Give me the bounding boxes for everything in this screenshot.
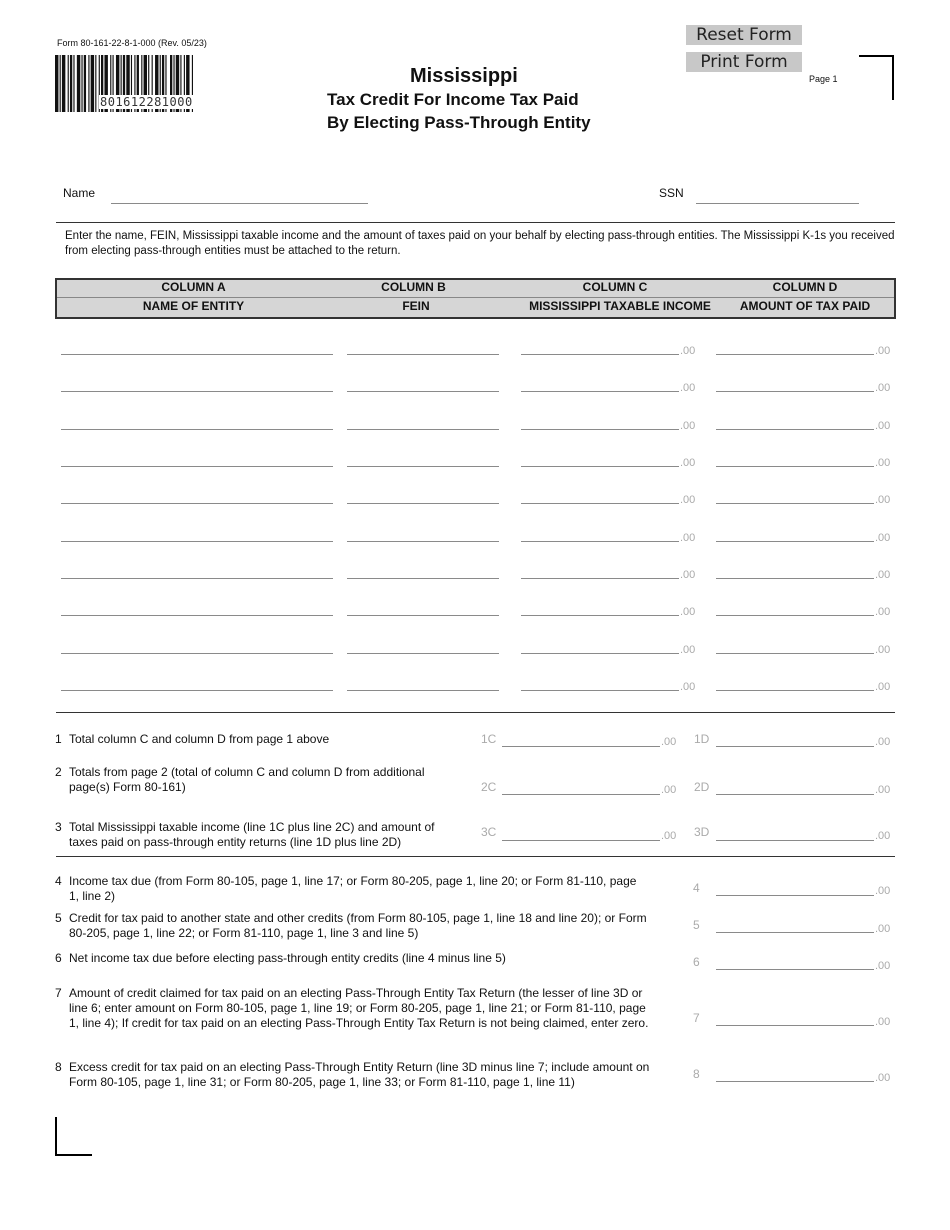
line-6-cents: .00	[875, 960, 891, 972]
entity-fein-underline	[347, 391, 499, 392]
barcode-bar	[60, 55, 61, 112]
entity-income-cents: .00	[680, 644, 696, 656]
col-b-bottom: FEIN	[402, 299, 430, 313]
entity-name-input[interactable]	[61, 450, 333, 465]
entity-tax-underline	[716, 354, 874, 355]
ssn-input[interactable]	[696, 186, 859, 202]
entity-income-underline	[521, 354, 679, 355]
entity-income-cents: .00	[680, 681, 696, 693]
entity-income-underline	[521, 615, 679, 616]
entity-tax-underline	[716, 503, 874, 504]
entity-fein-underline	[347, 690, 499, 691]
entity-fein-input[interactable]	[347, 599, 499, 614]
entity-income-input[interactable]	[521, 599, 679, 614]
entity-fein-underline	[347, 615, 499, 616]
line-6-underline	[716, 969, 874, 970]
entity-fein-input[interactable]	[347, 674, 499, 689]
entity-income-underline	[521, 541, 679, 542]
barcode-bar	[70, 55, 72, 112]
entity-fein-underline	[347, 578, 499, 579]
title-line1: Tax Credit For Income Tax Paid	[327, 90, 579, 109]
line-1c-input[interactable]	[502, 730, 660, 745]
line-3d-tag: 3D	[694, 825, 710, 839]
entity-fein-input[interactable]	[347, 562, 499, 577]
line-3c-input[interactable]	[502, 824, 660, 839]
line-2-number: 2	[55, 765, 62, 779]
line-7-underline	[716, 1025, 874, 1026]
line-8-number: 8	[55, 1060, 62, 1074]
entity-tax-cents: .00	[875, 494, 891, 506]
barcode-bar	[73, 55, 74, 112]
entity-fein-input[interactable]	[347, 525, 499, 540]
line-4-text: Income tax due (from Form 80-105, page 1, line 17; or Form 80-205, page 1, line 20; or Form 81-110, page 1, line 2)	[69, 874, 637, 903]
page-label: Page 1	[809, 74, 838, 84]
title-line2: By Electing Pass-Through Entity	[327, 113, 591, 132]
line-8-input[interactable]	[716, 1065, 874, 1080]
corner-mark-bottom-left	[55, 1117, 92, 1156]
entity-income-input[interactable]	[521, 450, 679, 465]
entity-income-underline	[521, 653, 679, 654]
entity-name-input[interactable]	[61, 562, 333, 577]
line-5-underline	[716, 932, 874, 933]
entity-name-underline	[61, 429, 333, 430]
line-8-underline	[716, 1081, 874, 1082]
ssn-underline	[696, 203, 859, 204]
entity-name-underline	[61, 503, 333, 504]
entity-fein-underline	[347, 354, 499, 355]
reset-form-button[interactable]: Reset Form	[686, 25, 802, 45]
instructions: Enter the name, FEIN, Mississippi taxable income and the amount of taxes paid on your behalf by electing pass-through entities. The Mississippi K-1s you received from electing pass-through entities must be attached to the return.	[65, 230, 895, 257]
entity-income-underline	[521, 391, 679, 392]
line-7-tag: 7	[693, 1011, 700, 1025]
entity-name-input[interactable]	[61, 599, 333, 614]
line-3d-underline	[716, 840, 874, 841]
line-2c-tag: 2C	[481, 780, 497, 794]
entity-tax-cents: .00	[875, 681, 891, 693]
line-8-text: Excess credit for tax paid on an electing Pass-Through Entity Return (line 3D minus line 7; include amount on Form 80-105, page 1, line 31; or Form 80-205, page 1, line 33; or Form 81-110, page 1, line 11)	[69, 1060, 650, 1089]
divider-totals-end	[56, 856, 895, 857]
divider-rows-end	[56, 712, 895, 713]
entity-tax-underline	[716, 391, 874, 392]
entity-income-underline	[521, 503, 679, 504]
entity-income-input[interactable]	[521, 674, 679, 689]
entity-tax-underline	[716, 615, 874, 616]
line-1d-underline	[716, 746, 874, 747]
col-c-bottom: MISSISSIPPI TAXABLE INCOME	[529, 299, 711, 313]
entity-fein-underline	[347, 466, 499, 467]
entity-income-input[interactable]	[521, 487, 679, 502]
entity-tax-underline	[716, 578, 874, 579]
entity-tax-input[interactable]	[716, 375, 874, 390]
line-1d-tag: 1D	[694, 732, 710, 746]
line-3d-cents: .00	[875, 830, 891, 842]
entity-name-underline	[61, 690, 333, 691]
entity-tax-cents: .00	[875, 569, 891, 581]
entity-name-underline	[61, 541, 333, 542]
entity-income-input[interactable]	[521, 338, 679, 353]
entity-name-input[interactable]	[61, 674, 333, 689]
entity-name-underline	[61, 466, 333, 467]
entity-name-input[interactable]	[61, 338, 333, 353]
ssn-label: SSN	[659, 186, 684, 200]
line-2d-input[interactable]	[716, 778, 874, 793]
entity-income-input[interactable]	[521, 413, 679, 428]
line-2c-cents: .00	[661, 784, 677, 796]
entity-income-underline	[521, 690, 679, 691]
entity-tax-input[interactable]	[716, 338, 874, 353]
barcode-bar	[81, 55, 82, 112]
entity-income-input[interactable]	[521, 637, 679, 652]
line-3-text: Total Mississippi taxable income (line 1C plus line 2C) and amount of taxes paid on pass-through entity returns (line 1D plus line 2D)	[69, 820, 435, 849]
line-2d-underline	[716, 794, 874, 795]
barcode	[55, 55, 255, 112]
entity-income-underline	[521, 578, 679, 579]
line-6-input[interactable]	[716, 953, 874, 968]
entity-tax-input[interactable]	[716, 525, 874, 540]
entity-tax-underline	[716, 690, 874, 691]
col-a-bottom: NAME OF ENTITY	[142, 299, 245, 313]
line-7-number: 7	[55, 986, 62, 1000]
line-3d-input[interactable]	[716, 824, 874, 839]
entity-tax-cents: .00	[875, 606, 891, 618]
line-2-text: Totals from page 2 (total of column C and column D from additional page(s) Form 80-161)	[69, 765, 425, 794]
line-5-input[interactable]	[716, 916, 874, 931]
line-1c-tag: 1C	[481, 732, 497, 746]
line-3c-underline	[502, 840, 660, 841]
entity-tax-cents: .00	[875, 382, 891, 394]
entity-fein-input[interactable]	[347, 413, 499, 428]
entity-income-cents: .00	[680, 420, 696, 432]
entity-tax-cents: .00	[875, 457, 891, 469]
line-4-number: 4	[55, 874, 62, 888]
barcode-bar	[62, 55, 65, 112]
entity-fein-input[interactable]	[347, 450, 499, 465]
line-8-tag: 8	[693, 1067, 700, 1081]
entity-name-underline	[61, 354, 333, 355]
line-2d-cents: .00	[875, 784, 891, 796]
entity-tax-input[interactable]	[716, 413, 874, 428]
entity-income-cents: .00	[680, 569, 696, 581]
line-5-text: Credit for tax paid to another state and other credits (from Form 80-105, page 1, line 18 and line 20); or Form 80-205, page 1, line 22; or Form 81-110, page 1, line 3 and line 5)	[69, 911, 647, 940]
line-1-text: Total column C and column D from page 1 above	[69, 732, 330, 746]
entity-tax-input[interactable]	[716, 487, 874, 502]
entity-name-underline	[61, 615, 333, 616]
barcode-bar	[95, 55, 96, 112]
line-2d-tag: 2D	[694, 780, 710, 794]
title-state: Mississippi	[410, 65, 518, 87]
name-label: Name	[63, 186, 96, 200]
line-3-number: 3	[55, 820, 62, 834]
entity-fein-underline	[347, 653, 499, 654]
barcode-bar	[55, 55, 58, 112]
entity-income-cents: .00	[680, 532, 696, 544]
line-5-cents: .00	[875, 923, 891, 935]
entity-tax-input[interactable]	[716, 637, 874, 652]
entity-income-cents: .00	[680, 345, 696, 357]
entity-tax-underline	[716, 541, 874, 542]
barcode-bar	[91, 55, 94, 112]
line-4-cents: .00	[875, 885, 891, 897]
line-7-cents: .00	[875, 1016, 891, 1028]
line-1-number: 1	[55, 732, 62, 746]
entity-tax-input[interactable]	[716, 562, 874, 577]
entity-fein-underline	[347, 503, 499, 504]
line-5-number: 5	[55, 911, 62, 925]
entity-fein-underline	[347, 541, 499, 542]
col-b-top: COLUMN B	[381, 280, 446, 294]
entity-income-cents: .00	[680, 494, 696, 506]
print-form-button[interactable]: Print Form	[686, 52, 802, 72]
entity-income-underline	[521, 466, 679, 467]
line-1d-input[interactable]	[716, 730, 874, 745]
line-7-input[interactable]	[716, 1009, 874, 1024]
line-6-tag: 6	[693, 955, 700, 969]
line-4-tag: 4	[693, 881, 700, 895]
col-c-top: COLUMN C	[582, 280, 648, 294]
entity-fein-input[interactable]	[347, 637, 499, 652]
entity-tax-input[interactable]	[716, 599, 874, 614]
line-1d-cents: .00	[875, 736, 891, 748]
line-2c-underline	[502, 794, 660, 795]
entity-fein-input[interactable]	[347, 338, 499, 353]
entity-name-input[interactable]	[61, 375, 333, 390]
entity-name-underline	[61, 578, 333, 579]
name-underline	[111, 203, 368, 204]
line-8-cents: .00	[875, 1072, 891, 1084]
entity-tax-input[interactable]	[716, 450, 874, 465]
line-3c-cents: .00	[661, 830, 677, 842]
line-4-input[interactable]	[716, 879, 874, 894]
entity-tax-underline	[716, 466, 874, 467]
line-1c-cents: .00	[661, 736, 677, 748]
entity-fein-input[interactable]	[347, 375, 499, 390]
divider-top	[56, 222, 895, 223]
entity-tax-cents: .00	[875, 345, 891, 357]
entity-income-input[interactable]	[521, 562, 679, 577]
entity-name-underline	[61, 391, 333, 392]
line-3c-tag: 3C	[481, 825, 497, 839]
barcode-bar	[68, 55, 69, 112]
barcode-bar	[88, 55, 89, 112]
corner-mark-top-right	[859, 55, 894, 100]
entity-income-cents: .00	[680, 382, 696, 394]
entity-name-input[interactable]	[61, 413, 333, 428]
entity-income-underline	[521, 429, 679, 430]
line-1c-underline	[502, 746, 660, 747]
entity-fein-input[interactable]	[347, 487, 499, 502]
entity-income-cents: .00	[680, 606, 696, 618]
col-d-bottom: AMOUNT OF TAX PAID	[739, 299, 871, 313]
entity-fein-underline	[347, 429, 499, 430]
entity-tax-underline	[716, 429, 874, 430]
col-d-top: COLUMN D	[772, 280, 838, 294]
line-4-underline	[716, 895, 874, 896]
entity-income-cents: .00	[680, 457, 696, 469]
name-input[interactable]	[111, 186, 368, 202]
entity-income-input[interactable]	[521, 375, 679, 390]
entity-name-input[interactable]	[61, 637, 333, 652]
barcode-bar	[77, 55, 80, 112]
entity-tax-underline	[716, 653, 874, 654]
col-a-top: COLUMN A	[161, 280, 226, 294]
form-number: Form 80-161-22-8-1-000 (Rev. 05/23)	[57, 38, 207, 48]
barcode-bar	[84, 55, 86, 112]
barcode-digits: 801612281000	[100, 95, 193, 109]
entity-name-input[interactable]	[61, 525, 333, 540]
entity-name-input[interactable]	[61, 487, 333, 502]
entity-tax-cents: .00	[875, 644, 891, 656]
entity-income-input[interactable]	[521, 525, 679, 540]
entity-tax-cents: .00	[875, 532, 891, 544]
line-5-tag: 5	[693, 918, 700, 932]
line-2c-input[interactable]	[502, 778, 660, 793]
line-6-text: Net income tax due before electing pass-through entity credits (line 4 minus line 5)	[69, 951, 506, 965]
line-7-text: Amount of credit claimed for tax paid on an electing Pass-Through Entity Tax Return (the lesser of line 3D or line 6; enter amount on Form 80-105, page 1, line 19; or Form 80-205, page 1, line 21; or Form 81-110, page 1, line 4); If credit for tax paid on an electing Pass-Through Entity Tax Return is not being claimed, enter zero.	[69, 986, 649, 1030]
entity-tax-input[interactable]	[716, 674, 874, 689]
entity-tax-cents: .00	[875, 420, 891, 432]
entity-name-underline	[61, 653, 333, 654]
line-6-number: 6	[55, 951, 62, 965]
